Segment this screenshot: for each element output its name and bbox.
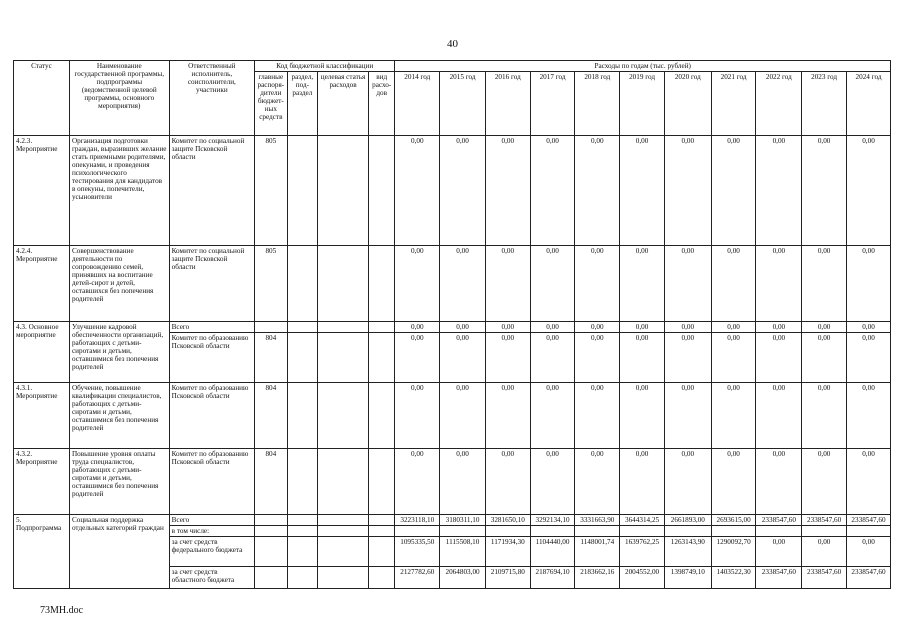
header-year: 2019 год bbox=[620, 72, 665, 136]
row-value: 0,00 bbox=[711, 383, 756, 449]
header-year: 2016 год bbox=[485, 72, 530, 136]
row-status: 4.2.3. Мероприятие bbox=[14, 136, 70, 246]
row-csr bbox=[318, 246, 369, 322]
row-name: Улучшение кадровой обеспеченности организаций, работающих с детьми-сиротами и детьми, оставшимися без попечения родителей bbox=[69, 322, 169, 383]
row-value bbox=[575, 526, 620, 537]
row-grbs bbox=[255, 526, 288, 537]
row-value: 1104440,00 bbox=[530, 537, 575, 567]
row-rzpr bbox=[287, 567, 318, 589]
row-value: 0,00 bbox=[620, 136, 665, 246]
row-csr bbox=[318, 322, 369, 333]
row-value: 2338547,60 bbox=[802, 567, 847, 589]
row-value: 0,00 bbox=[530, 246, 575, 322]
row-value: 0,00 bbox=[664, 449, 711, 515]
row-value: 3292134,10 bbox=[530, 515, 575, 526]
row-value: 2004552,00 bbox=[620, 567, 665, 589]
row-rzpr bbox=[287, 537, 318, 567]
row-value: 3644314,25 bbox=[620, 515, 665, 526]
row-csr bbox=[318, 136, 369, 246]
row-value: 0,00 bbox=[802, 449, 847, 515]
row-value: 2338547,60 bbox=[846, 567, 890, 589]
row-csr bbox=[318, 449, 369, 515]
header-grbs: главные распоря-дители бюджет-ных средств bbox=[255, 72, 288, 136]
row-value: 0,00 bbox=[846, 383, 890, 449]
row-value: 0,00 bbox=[395, 322, 440, 333]
row-grbs: 804 bbox=[255, 383, 288, 449]
row-value: 0,00 bbox=[575, 449, 620, 515]
row-value: 0,00 bbox=[530, 449, 575, 515]
row-value: 0,00 bbox=[802, 136, 847, 246]
row-value: 0,00 bbox=[575, 136, 620, 246]
row-value: 2338547,60 bbox=[756, 567, 802, 589]
row-value bbox=[802, 526, 847, 537]
row-value: 0,00 bbox=[711, 449, 756, 515]
row-value: 0,00 bbox=[575, 246, 620, 322]
row-status: 4.3.2. Мероприятие bbox=[14, 449, 70, 515]
row-value: 0,00 bbox=[395, 136, 440, 246]
row-value: 0,00 bbox=[395, 246, 440, 322]
row-vr bbox=[368, 449, 394, 515]
header-year: 2020 год bbox=[664, 72, 711, 136]
row-rzpr bbox=[287, 449, 318, 515]
row-value: 0,00 bbox=[530, 322, 575, 333]
header-year: 2022 год bbox=[756, 72, 802, 136]
row-csr bbox=[318, 526, 369, 537]
header-csr: целевая статья расходов bbox=[318, 72, 369, 136]
row-value: 1639762,25 bbox=[620, 537, 665, 567]
row-csr bbox=[318, 333, 369, 383]
header-rzpr: раздел, под-раздел bbox=[287, 72, 318, 136]
row-value: 0,00 bbox=[485, 383, 530, 449]
row-value: 0,00 bbox=[756, 136, 802, 246]
header-vr: вид расхо-дов bbox=[368, 72, 394, 136]
row-csr bbox=[318, 537, 369, 567]
row-value bbox=[620, 526, 665, 537]
row-value: 2187694,10 bbox=[530, 567, 575, 589]
row-value: 0,00 bbox=[395, 333, 440, 383]
row-value: 2127782,60 bbox=[395, 567, 440, 589]
row-responsible: в том числе: bbox=[169, 526, 254, 537]
row-name: Совершенствование деятельности по сопровождению семей, принявших на воспитание детей-сирот и детей, оставшихся без попечения родителей bbox=[69, 246, 169, 322]
row-value: 0,00 bbox=[485, 333, 530, 383]
budget-table bbox=[13, 60, 891, 589]
row-value: 0,00 bbox=[575, 333, 620, 383]
header-responsible: Ответственный исполнитель, соисполнители, участники bbox=[169, 61, 254, 136]
row-value: 0,00 bbox=[711, 333, 756, 383]
row-value: 2183662,16 bbox=[575, 567, 620, 589]
row-value: 0,00 bbox=[530, 333, 575, 383]
row-name: Организация подготовки граждан, выразивших желание стать приемными родителями, опекунами, и проведения психологического тестирования для кандидатов в опекуны, попечители, усыновители bbox=[69, 136, 169, 246]
row-value: 1148001,74 bbox=[575, 537, 620, 567]
row-value: 0,00 bbox=[485, 136, 530, 246]
row-value: 0,00 bbox=[756, 449, 802, 515]
row-value: 0,00 bbox=[440, 449, 486, 515]
row-value: 3331663,90 bbox=[575, 515, 620, 526]
row-value bbox=[395, 526, 440, 537]
row-value: 2338547,60 bbox=[802, 515, 847, 526]
row-value: 1290092,70 bbox=[711, 537, 756, 567]
row-value: 1171934,30 bbox=[485, 537, 530, 567]
table-row bbox=[14, 449, 891, 515]
row-value: 3281650,10 bbox=[485, 515, 530, 526]
row-value bbox=[711, 526, 756, 537]
row-value: 0,00 bbox=[846, 449, 890, 515]
row-value: 1403522,30 bbox=[711, 567, 756, 589]
header-name: Наименование государственной программы, подпрограммы (ведомственной целевой программы, основного мероприятия) bbox=[69, 61, 169, 136]
header-year: 2021 год bbox=[711, 72, 756, 136]
row-value: 0,00 bbox=[756, 246, 802, 322]
row-value: 0,00 bbox=[664, 383, 711, 449]
row-value: 2693615,00 bbox=[711, 515, 756, 526]
row-name: Социальная поддержка отдельных категорий граждан bbox=[69, 515, 169, 589]
row-value bbox=[485, 526, 530, 537]
row-value: 0,00 bbox=[664, 322, 711, 333]
row-rzpr bbox=[287, 136, 318, 246]
header-status: Статус bbox=[14, 61, 70, 136]
row-vr bbox=[368, 333, 394, 383]
row-vr bbox=[368, 526, 394, 537]
row-responsible: Комитет по образованию Псковской области bbox=[169, 333, 254, 383]
row-rzpr bbox=[287, 333, 318, 383]
header-year: 2017 год bbox=[530, 72, 575, 136]
row-grbs bbox=[255, 537, 288, 567]
row-value bbox=[756, 526, 802, 537]
row-value: 1398749,10 bbox=[664, 567, 711, 589]
page-number: 40 bbox=[447, 38, 458, 50]
row-status: 4.3. Основное мероприятие bbox=[14, 322, 70, 383]
row-responsible: Всего bbox=[169, 515, 254, 526]
row-value: 0,00 bbox=[440, 383, 486, 449]
row-rzpr bbox=[287, 515, 318, 526]
row-value: 2661893,00 bbox=[664, 515, 711, 526]
row-value: 0,00 bbox=[756, 383, 802, 449]
row-value: 0,00 bbox=[575, 322, 620, 333]
header-year: 2023 год bbox=[802, 72, 847, 136]
row-value: 0,00 bbox=[440, 322, 486, 333]
row-rzpr bbox=[287, 383, 318, 449]
row-value: 3223118,10 bbox=[395, 515, 440, 526]
row-responsible: Всего bbox=[169, 322, 254, 333]
row-value: 0,00 bbox=[664, 246, 711, 322]
row-responsible: Комитет по социальной защите Псковской области bbox=[169, 136, 254, 246]
header-year: 2018 год bbox=[575, 72, 620, 136]
row-value: 0,00 bbox=[846, 136, 890, 246]
row-value: 3180311,10 bbox=[440, 515, 486, 526]
row-value: 0,00 bbox=[711, 322, 756, 333]
row-value: 0,00 bbox=[756, 537, 802, 567]
row-vr bbox=[368, 322, 394, 333]
row-csr bbox=[318, 383, 369, 449]
row-responsible: Комитет по образованию Псковской области bbox=[169, 449, 254, 515]
row-value: 0,00 bbox=[620, 333, 665, 383]
row-value: 0,00 bbox=[530, 383, 575, 449]
row-grbs: 805 bbox=[255, 136, 288, 246]
row-value bbox=[846, 526, 890, 537]
row-value bbox=[440, 526, 486, 537]
row-value: 0,00 bbox=[711, 136, 756, 246]
table-row bbox=[14, 383, 891, 449]
row-status: 4.2.4. Мероприятие bbox=[14, 246, 70, 322]
row-grbs bbox=[255, 515, 288, 526]
row-name: Обучение, повышение квалификации специалистов, работающих с детьми-сиротами и детьми, оставшимися без попечения родителей bbox=[69, 383, 169, 449]
row-rzpr bbox=[287, 246, 318, 322]
row-value: 0,00 bbox=[802, 322, 847, 333]
row-grbs bbox=[255, 567, 288, 589]
row-grbs: 805 bbox=[255, 246, 288, 322]
row-value: 0,00 bbox=[620, 322, 665, 333]
row-value bbox=[530, 526, 575, 537]
row-value: 2338547,60 bbox=[756, 515, 802, 526]
row-status: 4.3.1. Мероприятие bbox=[14, 383, 70, 449]
row-value: 2064803,00 bbox=[440, 567, 486, 589]
row-value: 0,00 bbox=[711, 246, 756, 322]
header-row-1 bbox=[14, 61, 891, 72]
row-value: 1115508,10 bbox=[440, 537, 486, 567]
row-value: 0,00 bbox=[664, 136, 711, 246]
footer-filename: 73МН.doc bbox=[40, 605, 84, 616]
row-vr bbox=[368, 537, 394, 567]
row-value: 0,00 bbox=[802, 333, 847, 383]
row-value: 0,00 bbox=[620, 383, 665, 449]
row-value: 0,00 bbox=[395, 449, 440, 515]
row-responsible: за счет средств федерального бюджета bbox=[169, 537, 254, 567]
row-csr bbox=[318, 515, 369, 526]
row-value: 1095335,50 bbox=[395, 537, 440, 567]
row-grbs: 804 bbox=[255, 333, 288, 383]
row-value: 1263143,90 bbox=[664, 537, 711, 567]
header-year: 2014 год bbox=[395, 72, 440, 136]
row-value: 0,00 bbox=[846, 322, 890, 333]
header-budget-classification: Код бюджетной классификации bbox=[255, 61, 395, 72]
row-value: 0,00 bbox=[440, 333, 486, 383]
row-value: 0,00 bbox=[620, 449, 665, 515]
row-grbs: 804 bbox=[255, 449, 288, 515]
row-value: 0,00 bbox=[485, 322, 530, 333]
row-value: 2338547,60 bbox=[846, 515, 890, 526]
header-year: 2015 год bbox=[440, 72, 486, 136]
row-value: 0,00 bbox=[756, 322, 802, 333]
table-row bbox=[14, 515, 891, 526]
table-row bbox=[14, 136, 891, 246]
row-grbs bbox=[255, 322, 288, 333]
row-rzpr bbox=[287, 526, 318, 537]
row-name: Повышение уровня оплаты труда специалистов, работающих с детьми-сиротами и детьми, оставшимися без попечения родителей bbox=[69, 449, 169, 515]
row-responsible: за счет средств областного бюджета bbox=[169, 567, 254, 589]
row-value: 0,00 bbox=[440, 136, 486, 246]
header-expenses: Расходы по годам (тыс. рублей) bbox=[395, 61, 891, 72]
row-value: 0,00 bbox=[756, 333, 802, 383]
row-vr bbox=[368, 383, 394, 449]
row-value: 0,00 bbox=[846, 333, 890, 383]
row-responsible: Комитет по образованию Псковской области bbox=[169, 383, 254, 449]
row-value: 0,00 bbox=[846, 246, 890, 322]
row-value: 0,00 bbox=[530, 136, 575, 246]
row-value: 0,00 bbox=[620, 246, 665, 322]
row-value bbox=[664, 526, 711, 537]
row-value: 0,00 bbox=[440, 246, 486, 322]
row-value: 0,00 bbox=[485, 246, 530, 322]
row-value: 0,00 bbox=[802, 537, 847, 567]
header-year: 2024 год bbox=[846, 72, 890, 136]
table-row bbox=[14, 322, 891, 333]
row-value: 0,00 bbox=[846, 537, 890, 567]
row-status: 5. Подпрограмма bbox=[14, 515, 70, 589]
row-vr bbox=[368, 567, 394, 589]
row-value: 0,00 bbox=[575, 383, 620, 449]
row-responsible: Комитет по социальной защите Псковской области bbox=[169, 246, 254, 322]
row-value: 2109715,80 bbox=[485, 567, 530, 589]
row-value: 0,00 bbox=[802, 383, 847, 449]
row-vr bbox=[368, 246, 394, 322]
row-csr bbox=[318, 567, 369, 589]
table-row bbox=[14, 246, 891, 322]
row-rzpr bbox=[287, 322, 318, 333]
row-value: 0,00 bbox=[802, 246, 847, 322]
row-vr bbox=[368, 136, 394, 246]
row-value: 0,00 bbox=[395, 383, 440, 449]
row-value: 0,00 bbox=[485, 449, 530, 515]
row-value: 0,00 bbox=[664, 333, 711, 383]
row-vr bbox=[368, 515, 394, 526]
